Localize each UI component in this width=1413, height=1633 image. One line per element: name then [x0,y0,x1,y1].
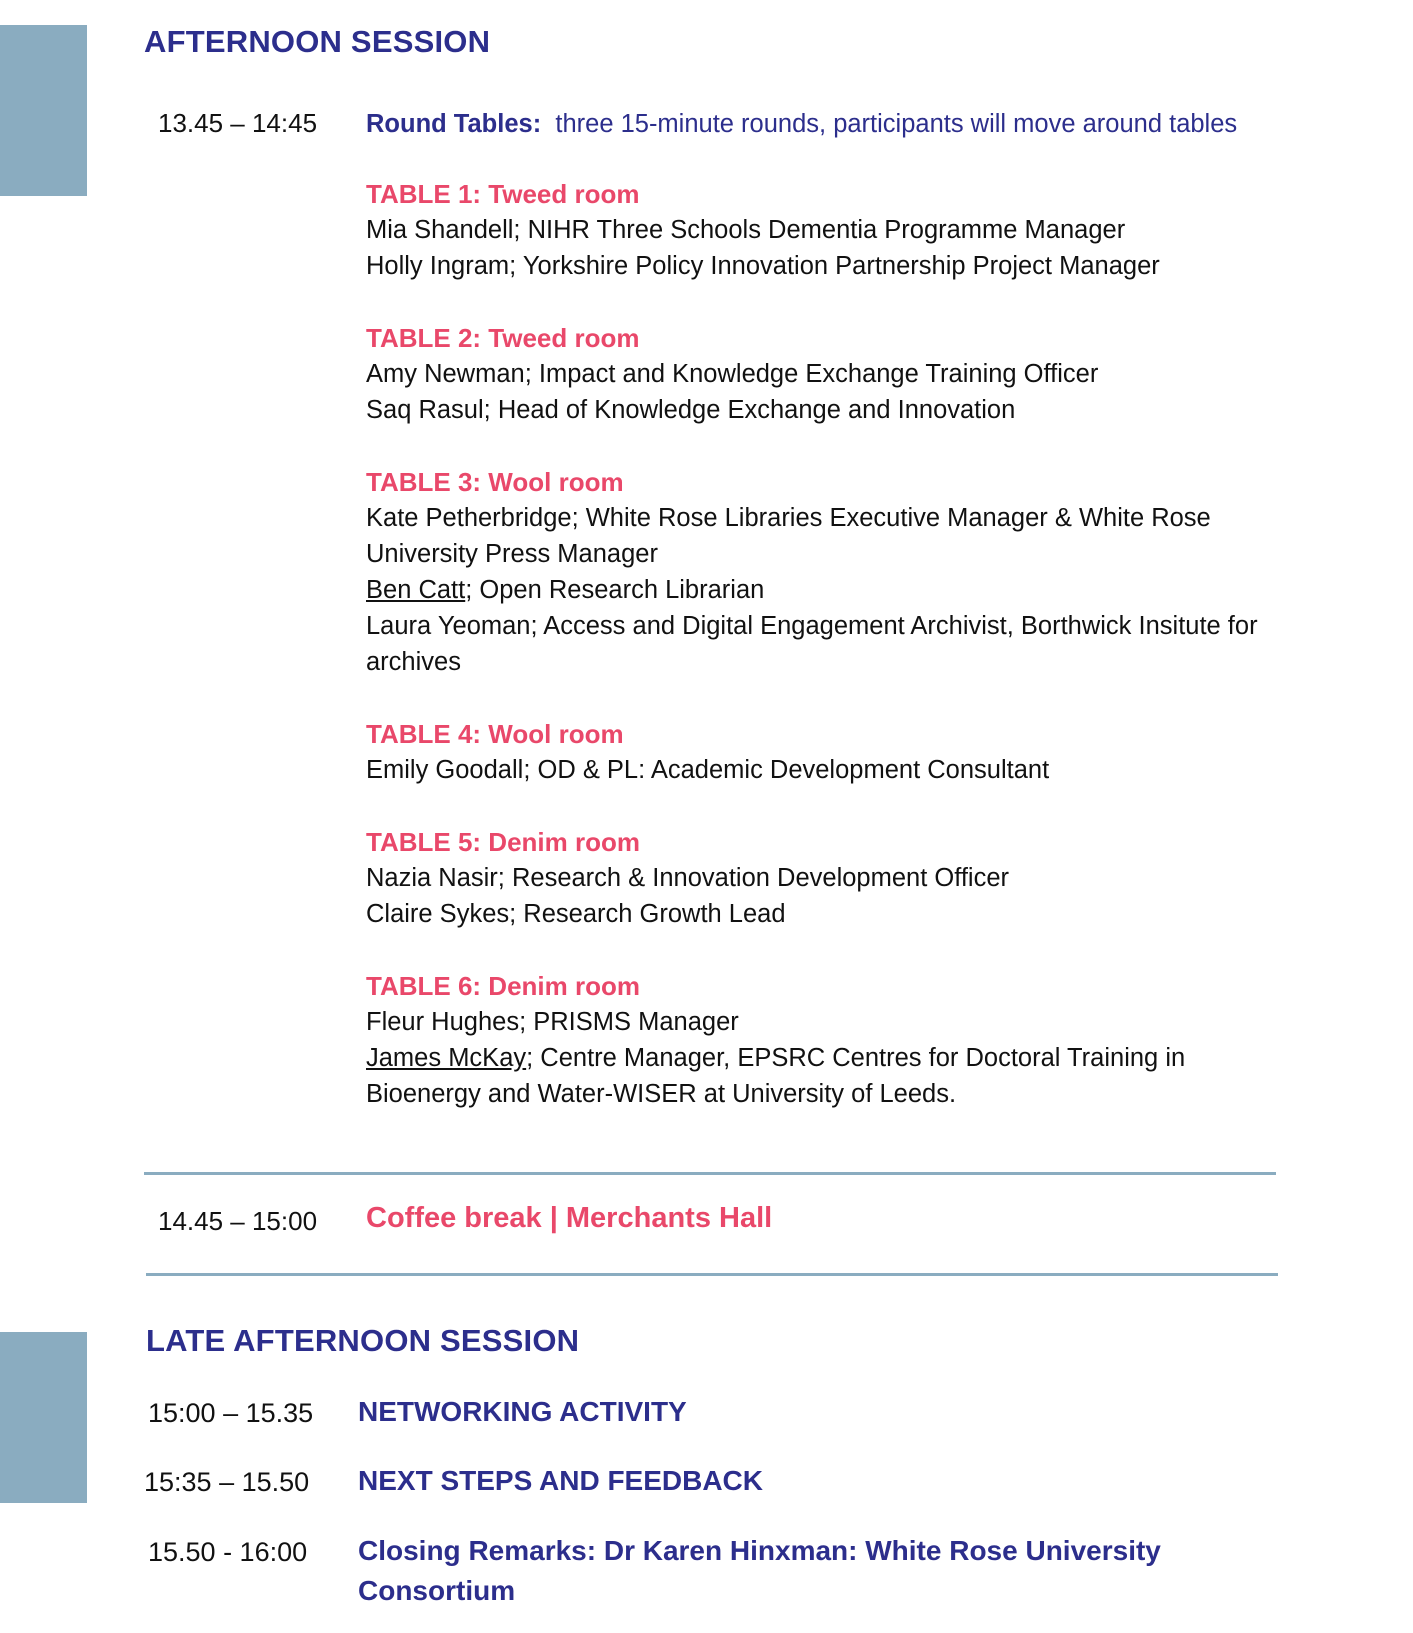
table-title: TABLE 4: Wool room [366,719,624,749]
coffee-break-label: Coffee break | Merchants Hall [366,1202,773,1234]
attendee-name: Mia Shandell [366,216,514,244]
attendee [366,500,1286,572]
attendee-role: ; NIHR Three Schools Dementia Programme Manager [513,216,1126,244]
table-title: TABLE 2: Tweed room [366,323,640,353]
attendee-role: ; Yorkshire Policy Innovation Partnership Project Manager [509,252,1160,280]
attendee-role: ; Impact and Knowledge Exchange Training Officer [524,360,1099,388]
afternoon-session-heading: AFTERNOON SESSION [144,24,491,59]
attendee-name: Emily Goodall [366,756,524,784]
divider-bottom [146,1273,1278,1276]
attendee [366,248,1286,284]
divider-top [144,1172,1276,1175]
attendee-role: ; Head of Knowledge Exchange and Innovation [483,396,1016,424]
attendee [366,572,1286,608]
attendee [366,1004,1286,1040]
attendee-name: Claire Sykes [366,900,510,928]
networking-activity-label: NETWORKING ACTIVITY [358,1396,687,1427]
attendee-role: ; White Rose Libraries Executive Manager & White Rose University Press Manager [366,504,1211,568]
table-6 [366,968,1286,1112]
attendee [366,860,1286,896]
table-title: TABLE 5: Denim room [366,827,640,857]
table-4 [366,716,1286,788]
closing-remarks-label: Closing Remarks: Dr Karen Hinxman: White Rose University Consortium [358,1535,1161,1606]
attendee [366,896,1286,932]
side-accent-block-top [0,25,87,196]
table-title: TABLE 6: Denim room [366,971,640,1001]
attendee-name: Kate Petherbridge [366,504,572,532]
schedule-time: 15.50 - 16:00 [148,1537,308,1567]
round-tables-title: Round Tables: [366,110,542,138]
attendee [366,608,1286,680]
attendee-name-link[interactable]: James McKay [366,1044,527,1072]
attendee-role: ; PRISMS Manager [519,1008,739,1036]
attendee-name: Holly Ingram [366,252,510,280]
table-title: TABLE 1: Tweed room [366,179,640,209]
attendee [366,356,1286,392]
schedule-time: 15:00 – 15.35 [148,1398,314,1428]
table-5 [366,824,1286,932]
attendee-role: ; Research Growth Lead [509,900,786,928]
attendee-role: ; Open Research Librarian [465,576,765,604]
attendee-role: ; Access and Digital Engagement Archivist, Borthwick Insitute for archives [366,612,1258,676]
round-tables-entry [366,106,1286,1112]
schedule-time: 15:35 – 15.50 [144,1467,310,1497]
attendee-name: Nazia Nasir [366,864,498,892]
round-tables-description: three 15-minute rounds, participants will move around tables [555,110,1238,138]
table-1 [366,176,1286,284]
late-afternoon-session-heading: LATE AFTERNOON SESSION [146,1323,580,1358]
table-title: TABLE 3: Wool room [366,467,624,497]
attendee [366,392,1286,428]
attendee-name: Laura Yeoman [366,612,531,640]
attendee-role: ; OD & PL: Academic Development Consultant [523,756,1050,784]
attendee [366,752,1286,788]
attendee [366,1040,1286,1112]
round-tables-header [366,106,1286,142]
side-accent-block-bottom [0,1332,87,1503]
next-steps-label: NEXT STEPS AND FEEDBACK [358,1465,764,1496]
attendee-role: ; Centre Manager, EPSRC Centres for Doctoral Training in Bioenergy and Water-WISER at University of Leeds. [366,1044,1186,1108]
attendee-name: Amy Newman [366,360,525,388]
round-tables-time: 13.45 – 14:45 [158,108,318,138]
table-2 [366,320,1286,428]
attendee-name: Fleur Hughes [366,1008,520,1036]
attendee-name-link[interactable]: Ben Catt [366,576,466,604]
attendee [366,212,1286,248]
table-3 [366,464,1286,680]
attendee-role: ; Research & Innovation Development Officer [497,864,1010,892]
coffee-break-time: 14.45 – 15:00 [158,1206,318,1236]
attendee-name: Saq Rasul [366,396,484,424]
